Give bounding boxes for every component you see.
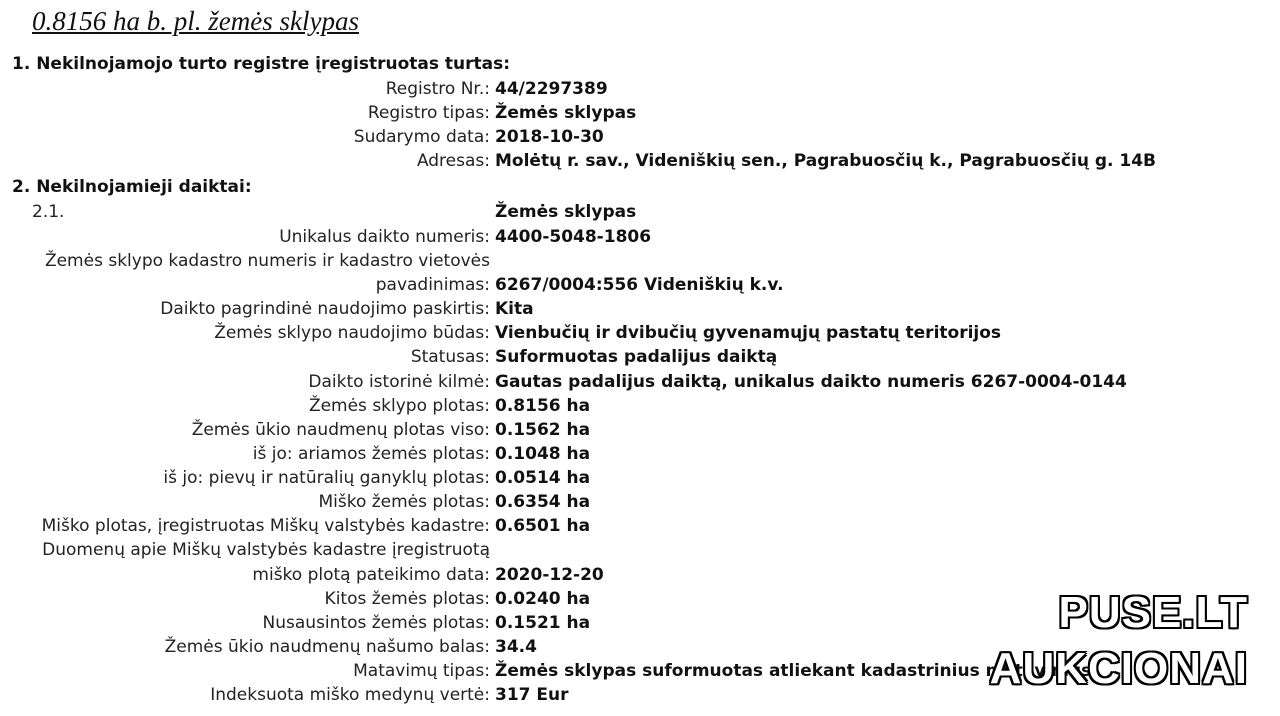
unique-number-row [0, 227, 1280, 251]
row-value: 0.6354 ha [495, 492, 591, 512]
row-value: 0.1048 ha [495, 444, 591, 464]
cadastral-number-row-line1 [0, 251, 1280, 275]
watermark-line-1: PUSE.LT [1058, 588, 1248, 637]
row-label: miško plotą pateikimo data: [252, 565, 490, 585]
row-label: Unikalus daikto numeris: [279, 227, 490, 247]
row-label: Žemės ūkio naudmenų plotas viso: [191, 420, 490, 440]
row-value: 6267/0004:556 Videniškių k.v. [495, 275, 784, 295]
row-value: 4400-5048-1806 [495, 227, 652, 247]
registry-number-row [0, 79, 1280, 103]
forest-data-row-line1 [0, 540, 1280, 564]
main-purpose-row [0, 299, 1280, 323]
row-value: 0.6501 ha [495, 516, 591, 536]
row-label: Statusas: [410, 347, 490, 367]
row-value: 0.8156 ha [495, 396, 591, 416]
row-value: Molėtų r. sav., Videniškių sen., Pagrabuosčių k., Pagrabuosčių g. 14B [495, 151, 1157, 171]
forest-land-area-row [0, 492, 1280, 516]
plot-area-row [0, 396, 1280, 420]
status-row [0, 347, 1280, 371]
row-label: Adresas: [416, 151, 490, 171]
arable-area-row [0, 444, 1280, 468]
row-label: Žemės ūkio naudmenų našumo balas: [164, 637, 490, 657]
item-title: Žemės sklypas [495, 202, 637, 222]
row-value: 2020-12-20 [495, 565, 604, 585]
row-label: Daikto pagrindinė naudojimo paskirtis: [160, 299, 490, 319]
row-label: Sudarymo data: [353, 127, 490, 147]
row-label: Žemės sklypo kadastro numeris ir kadastro vietovės [44, 251, 490, 271]
row-label: Registro tipas: [367, 103, 490, 123]
registry-type-row [0, 103, 1280, 127]
row-label: iš jo: pievų ir natūralių ganyklų plotas: [163, 468, 490, 488]
meadow-area-row [0, 468, 1280, 492]
historical-origin-row [0, 372, 1280, 396]
row-label: Žemės sklypo naudojimo būdas: [214, 323, 490, 343]
section-1-heading: 1. Nekilnojamojo turto registre įregistruotas turtas: [12, 54, 511, 74]
row-value: 0.1521 ha [495, 613, 591, 633]
row-value: Žemės sklypas [495, 103, 637, 123]
row-value: Žemės sklypas suformuotas atliekant kadastrinius matavimus [495, 661, 1092, 681]
row-label: iš jo: ariamos žemės plotas: [252, 444, 490, 464]
row-label: Miško plotas, įregistruotas Miškų valstybės kadastre: [41, 516, 490, 536]
row-label: Duomenų apie Miškų valstybės kadastre įregistruotą [42, 540, 490, 560]
item-header-row [0, 202, 1280, 226]
row-label: Nusausintos žemės plotas: [262, 613, 490, 633]
cadastral-number-row [0, 275, 1280, 299]
section-2-heading: 2. Nekilnojamieji daiktai: [12, 177, 252, 197]
agricultural-area-row [0, 420, 1280, 444]
row-label: pavadinimas: [375, 275, 490, 295]
usage-method-row [0, 323, 1280, 347]
row-value: Vienbučių ir dvibučių gyvenamųjų pastatų teritorijos [495, 323, 1002, 343]
row-label: Daikto istorinė kilmė: [308, 372, 490, 392]
row-value: 0.0240 ha [495, 589, 591, 609]
row-label: Žemės sklypo plotas: [308, 396, 490, 416]
creation-date-row [0, 127, 1280, 151]
row-label: Kitos žemės plotas: [324, 589, 490, 609]
row-value: 0.1562 ha [495, 420, 591, 440]
row-label: Indeksuota miško medynų vertė: [210, 685, 490, 705]
document-title: 0.8156 ha b. pl. žemės sklypas [32, 6, 359, 36]
row-value: 2018-10-30 [495, 127, 604, 147]
address-row [0, 151, 1280, 175]
registered-forest-area-row [0, 516, 1280, 540]
forest-data-date-row [0, 565, 1280, 589]
watermark-line-2: AUKCIONAI [989, 644, 1248, 693]
row-value: 34.4 [495, 637, 537, 657]
row-label: Miško žemės plotas: [318, 492, 490, 512]
item-number: 2.1. [32, 202, 65, 222]
row-value: 317 Eur [495, 685, 569, 705]
row-value: 0.0514 ha [495, 468, 591, 488]
row-value: Kita [495, 299, 534, 319]
row-value: 44/2297389 [495, 79, 608, 99]
row-label: Matavimų tipas: [353, 661, 490, 681]
row-value: Suformuotas padalijus daiktą [495, 347, 778, 367]
row-value: Gautas padalijus daiktą, unikalus daikto numeris 6267-0004-0144 [495, 372, 1127, 392]
row-label: Registro Nr.: [385, 79, 490, 99]
